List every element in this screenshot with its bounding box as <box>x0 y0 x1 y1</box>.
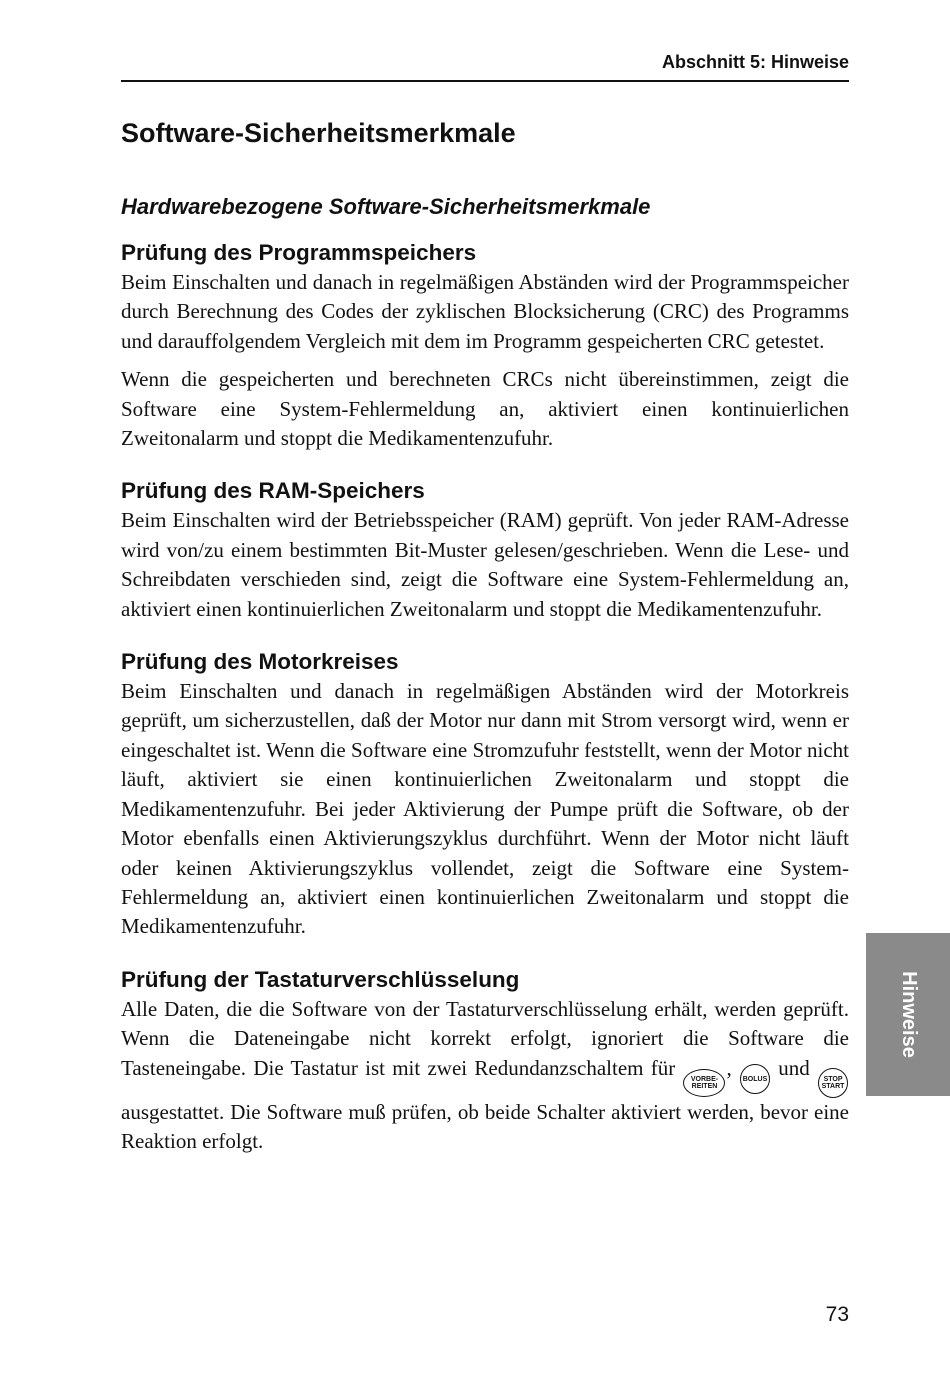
section-motor-circuit <box>121 647 849 942</box>
section-heading: Prüfung des RAM-Speichers <box>121 478 425 504</box>
section-heading: Prüfung des Motorkreises <box>121 649 399 675</box>
section-program-memory <box>121 238 849 453</box>
paragraph: Beim Einschalten und danach in regelmäßigen Abständen wird der Programmspeicher durch Berechnung des Codes der zyklischen Blocksicherung (CRC) des Programms und darauffolgendem Vergleich mit dem im Programm gespeicherten CRC getestet. <box>121 270 849 353</box>
paragraph: Beim Einschalten wird der Betriebsspeicher (RAM) geprüft. Von jeder RAM-Adresse wird von/zu einem bestimmten Bit-Muster gelesen/geschrieben. Wenn die Lese- und Schreibdaten verschieden sind, zeigt die Software eine System-Fehlermeldung an, aktiviert einen kontinuierlichen Zweitonalarm und stoppt die Medikamentenzufuhr. <box>121 508 849 621</box>
stop-start-key-icon: STOP START <box>818 1068 848 1098</box>
page-title: Software-Sicherheitsmerkmale <box>121 118 516 148</box>
separator: , <box>726 1055 732 1080</box>
keyboard-text-end: ausgestattet. Die Software muß prüfen, ob beide Schalter aktiviert werden, bevor eine Reaktion erfolgt. <box>121 1099 849 1153</box>
page-content <box>121 116 849 1179</box>
section-keyboard <box>121 965 849 1157</box>
paragraph: Wenn die gespeicherten und berechneten CRCs nicht übereinstimmen, zeigt die Software eine System-Fehlermeldung an, aktiviert einen kontinuierlichen Zweitonalarm und stoppt die Medikamentenzufuhr. <box>121 367 849 451</box>
section-heading: Prüfung der Tastaturverschlüsselung <box>121 966 520 992</box>
bolus-key-icon: BOLUS <box>740 1064 770 1094</box>
keyboard-text-start: Alle Daten, die die Software von der Tastaturverschlüsselung erhält, werden geprüft. Wenn die Dateneingabe nicht korrekt erfolgt, ignoriert die Software die Tasteneingabe. Die Tastatur ist mit zwei Redundanzschaltem für <box>121 996 849 1080</box>
page-subtitle: Hardwarebezogene Software-Sicherheitsmerkmale <box>121 194 651 219</box>
paragraph: Beim Einschalten und danach in regelmäßigen Abständen wird der Motorkreis geprüft, um sicherzustellen, daß der Motor nur dann mit Strom versorgt wird, wenn er eingeschaltet ist. Wenn die Software eine Stromzufuhr feststellt, wenn der Motor nicht läuft, aktiviert sie einen kontinuierlichen Zweitonalarm und stoppt die Medikamentenzufuhr. Bei jeder Aktivierung der Pumpe prüft die Software, ob der Motor ebenfalls einen Aktivierungszyklus durchführt. Wenn der Motor nicht läuft oder keinen Aktivierungszyklus vollendet, zeigt die Software eine System-Fehlermeldung an, aktiviert einen kontinuierlichen Zweitonalarm und stoppt die Medikamentenzufuhr. <box>121 679 849 939</box>
section-heading: Prüfung des Programmspeichers <box>121 240 477 265</box>
running-header: Abschnitt 5: Hinweise <box>121 52 849 82</box>
prime-key-icon: VORBE- REITEN <box>683 1069 725 1097</box>
paragraph <box>121 995 849 1157</box>
section-ram <box>121 476 849 624</box>
side-tab-label: Hinweise <box>897 971 920 1058</box>
separator: und <box>778 1055 810 1080</box>
chapter-side-tab <box>866 933 950 1096</box>
page-number: 73 <box>825 1303 849 1326</box>
